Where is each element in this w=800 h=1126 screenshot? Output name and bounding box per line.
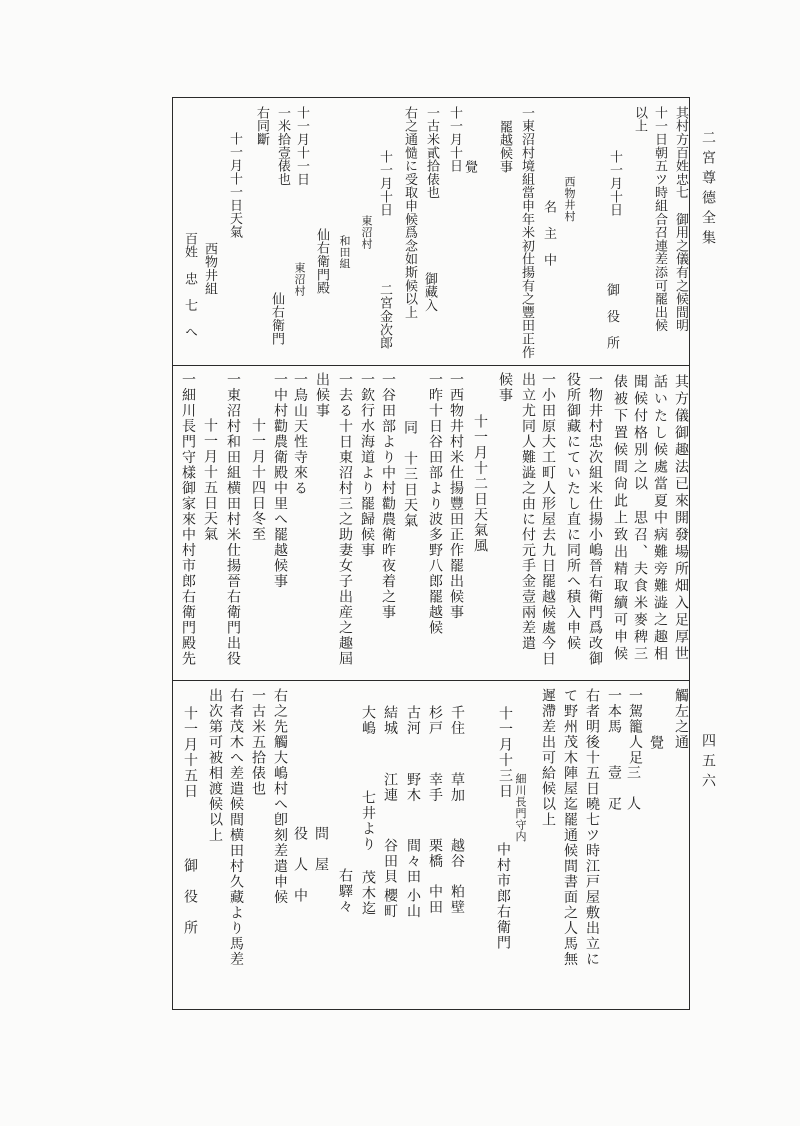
text-column: 一東沼村和田組横田村米仕揚晉右衛門出役 xyxy=(225,372,241,667)
text-column: 遲滯差出可給候以上 xyxy=(540,688,556,828)
village-name: 中田 xyxy=(427,884,443,915)
village-name: 七井より xyxy=(360,790,376,852)
text-column: 以上 xyxy=(632,106,647,133)
text-column: 一古米貳拾俵也 xyxy=(424,106,439,200)
date-line: 十一月十三日 xyxy=(497,706,513,799)
text-column: 一小田原大工町人形屋去九日罷越候處今日 xyxy=(540,372,556,667)
annotation-text: 和田組 xyxy=(338,235,351,270)
village-name: 櫻町 xyxy=(382,888,398,919)
text-column: 御藏入 xyxy=(422,272,437,312)
text-column: 一中村勸農衛殿中里へ罷越候事 xyxy=(272,372,288,589)
text-column: 聞候付格別之以 思召、夫食米麥稗三 xyxy=(632,374,648,663)
heading: 覺 xyxy=(462,160,477,174)
office-name: 御 役 所 xyxy=(604,283,619,350)
village-name: 谷田貝 xyxy=(382,838,398,885)
village-name: 江連 xyxy=(382,772,398,803)
text-column: 罷越候事 xyxy=(497,120,512,174)
addressee: 役 人 中 xyxy=(292,826,308,904)
text-column: 一細川長門守樣御家來中村市郎右衛門殿先 xyxy=(180,372,196,667)
text-column: 候事 xyxy=(497,372,513,403)
text-column: 出立尤同人難澁之由に付元手金壹兩差遣 xyxy=(520,372,536,651)
text-column: 一去る十日東沼村三之助妻女子出産之趣屆 xyxy=(337,372,353,667)
text-column: 觸左之通 xyxy=(673,688,689,750)
text-column: 西物井組 xyxy=(202,242,217,296)
signature-name: 二宮金次郎 xyxy=(377,283,392,350)
text-column: 一本馬 xyxy=(606,688,622,735)
text-column: 十一日朝五ツ時組合召連差添可罷出候 xyxy=(652,106,667,333)
text-column: 一欽行水海道より罷歸候事 xyxy=(359,372,375,558)
signature-name: 中村市郎右衛門 xyxy=(495,842,511,951)
addressee: 仙右衛門殿 xyxy=(314,228,329,295)
date-line: 十一月十五日天氣 xyxy=(202,418,218,542)
annotation-text: 西物井村 xyxy=(563,176,576,222)
village-name: 古河 xyxy=(405,705,421,736)
village-name: 大嶋 xyxy=(360,705,376,736)
text-column: 右同斷 xyxy=(254,106,269,146)
date-line: 十一月十二日天氣風 xyxy=(472,414,488,554)
village-name: 草加 xyxy=(449,772,465,803)
date-line: 同 十三日天氣 xyxy=(402,420,418,529)
date-line: 十一月十日 xyxy=(447,106,462,173)
text-column: 右之先觸大嶋村へ卽刻差遣申候 xyxy=(272,688,288,905)
date-line: 十一月十一日 xyxy=(294,106,309,186)
text-column: 右者茂木へ差遣候間横田村久藏より馬差 xyxy=(228,688,244,967)
text-column: 一昨十日谷田部より波多野八郎罷越候 xyxy=(427,372,443,636)
date-line: 十一月十日 xyxy=(607,150,622,217)
village-name: 越谷 xyxy=(449,838,465,869)
annotation-text: 東沼村 xyxy=(360,215,373,250)
village-name: 結城 xyxy=(382,705,398,736)
village-name: 幸手 xyxy=(427,772,443,803)
annotation-text: 東沼村 xyxy=(293,262,306,297)
text-column: 一東沼村境組當申年米初仕揚有之豐田正作 xyxy=(519,106,534,359)
heading: 覺 xyxy=(648,735,664,751)
addressee: 百姓 忠 七 へ xyxy=(182,232,197,339)
band-divider xyxy=(172,680,690,681)
date-line: 十一月十五日 xyxy=(182,706,198,799)
text-column: 出次第可被相渡候以上 xyxy=(207,688,223,843)
date-line: 十一月十四日冬至 xyxy=(250,418,266,542)
text-column: 出候事 xyxy=(314,372,330,419)
village-name: 栗橋 xyxy=(427,838,443,869)
text-column: 一米拾壹俵也 xyxy=(275,106,290,186)
annotation-text: 細川長門守内 xyxy=(514,773,527,842)
date-line: 十一月十一日天氣 xyxy=(227,132,242,239)
text-column: て野州茂木陣屋迄罷通候間書面之人馬無 xyxy=(562,688,578,967)
text-column: 其方儀御趣法已來開發場所畑入足厚世 xyxy=(673,374,689,663)
text-column: 一鳥山天性寺來る xyxy=(292,372,308,496)
quantity: 三 人 xyxy=(625,765,641,812)
village-name: 小山 xyxy=(405,888,421,919)
addressee: 問 屋 xyxy=(313,826,329,873)
book-title: 二宮尊德全集 xyxy=(700,130,716,250)
text-column: 右者明後十五日曉七ツ時江戸屋敷出立に xyxy=(584,688,600,967)
quantity: 壹 疋 xyxy=(606,765,622,812)
text-column: 一物井村忠次組米仕揚小嶋晉右衛門爲改御 xyxy=(587,372,603,667)
village-name: 茂木迄 xyxy=(360,870,376,917)
text-column: 話いたし候處當夏中病難旁難澁之趣相 xyxy=(652,374,668,663)
addressee: 仙右衛門 xyxy=(269,292,284,346)
date-line: 十一月十日 xyxy=(377,150,392,217)
band-divider xyxy=(172,365,690,366)
office-name: 御 役 所 xyxy=(182,858,198,936)
page-number: 四五六 xyxy=(700,733,716,793)
text-column: 俵被下置候間尙此上致出精取續可申候 xyxy=(612,374,628,663)
village-name: 野木 xyxy=(405,772,421,803)
village-name: 間々田 xyxy=(405,838,421,885)
village-name: 千住 xyxy=(449,705,465,736)
text-column: 役所御藏にていたし直に同所へ積入申候 xyxy=(565,372,581,651)
text-column: 一駕籠人足 xyxy=(627,688,643,766)
village-name: 杉戸 xyxy=(427,705,443,736)
text-column: 右之通慥に受取申候爲念如斯候以上 xyxy=(402,106,417,319)
text-column: 一古米五拾俵也 xyxy=(250,688,266,797)
text-column: 一谷田部より中村勸農衛昨夜着之事 xyxy=(380,372,396,620)
village-name: 粕壁 xyxy=(449,884,465,915)
text-column: 一西物井村米仕揚豐田正作罷出候事 xyxy=(448,372,464,620)
addressee: 右驛々 xyxy=(337,868,353,915)
addressee: 名 主 中 xyxy=(541,200,556,267)
text-column: 其村方百姓忠七 御用之儀有之候間明 xyxy=(673,106,688,333)
